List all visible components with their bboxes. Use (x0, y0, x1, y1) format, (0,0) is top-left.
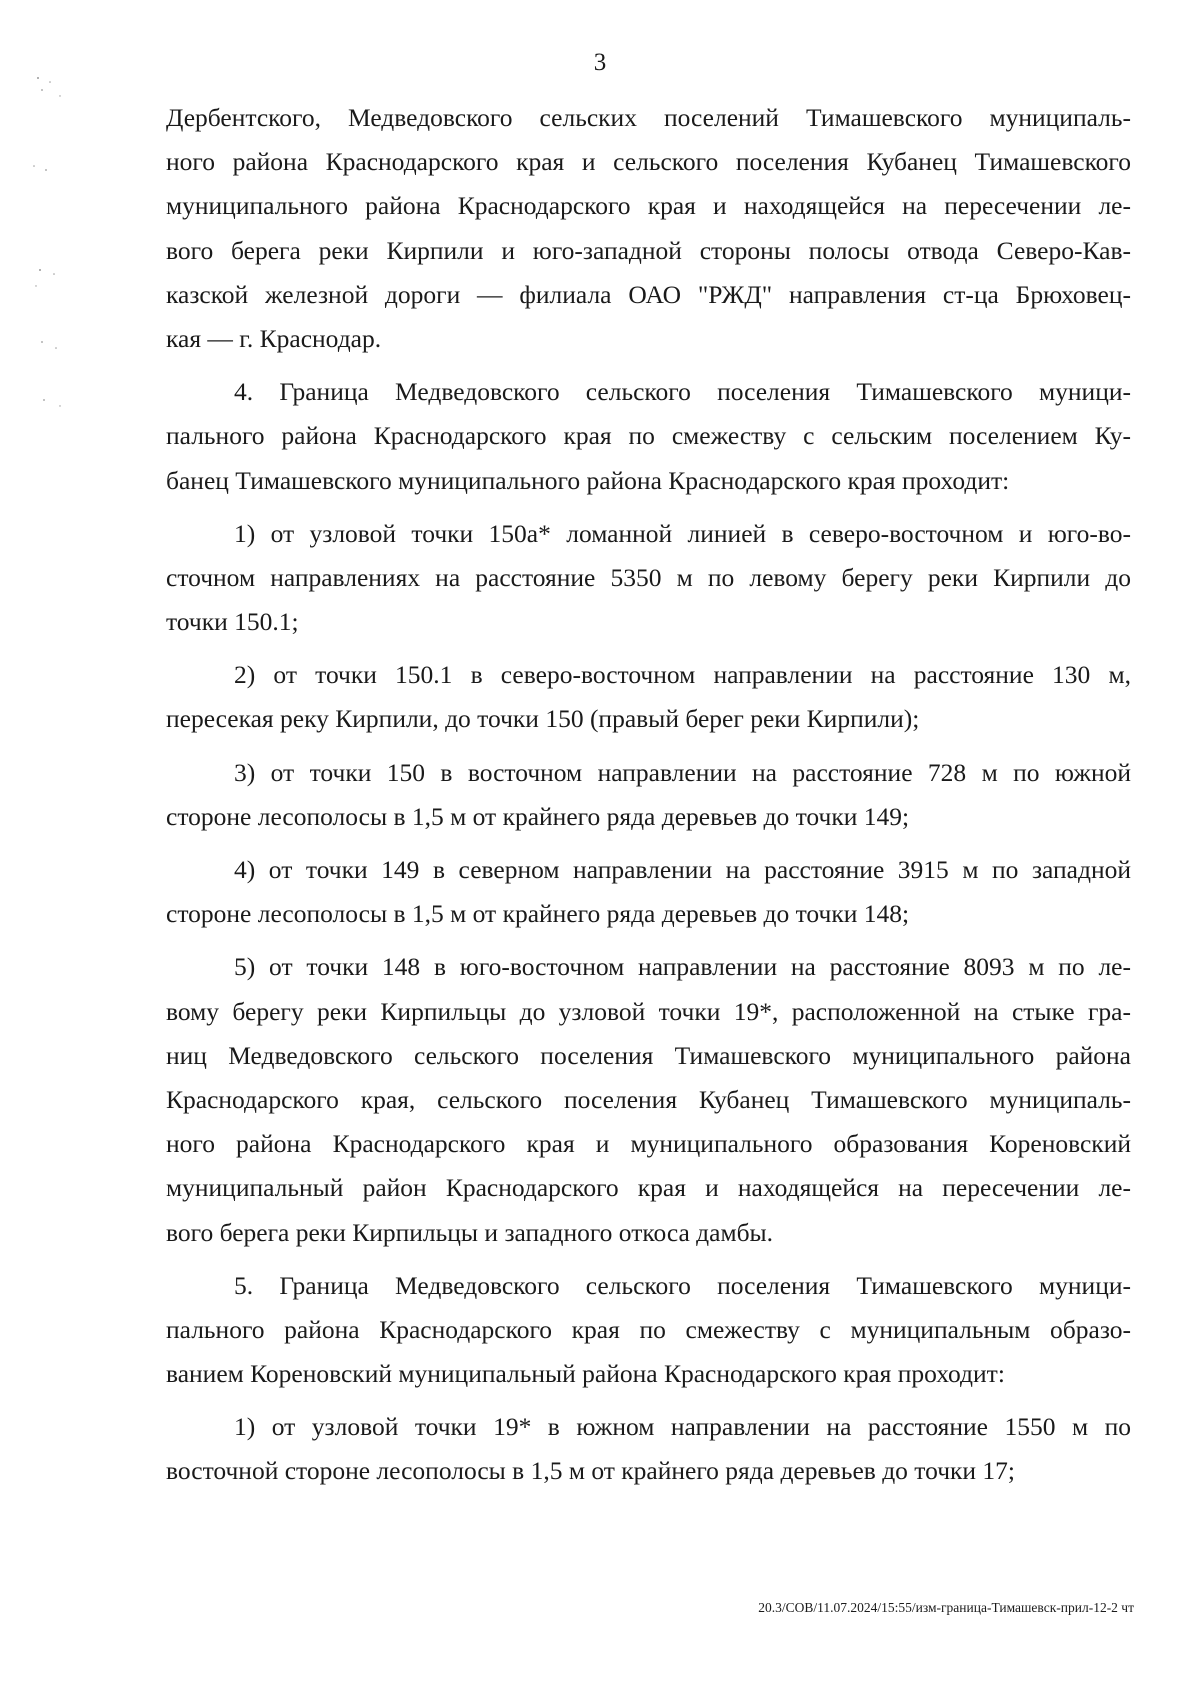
text-line: стороне лесополосы в 1,5 м от крайнего ряда деревьев до точки 149; (166, 801, 910, 831)
text-line: ного района Краснодарского края и муниципального образования Кореновский (166, 1129, 1131, 1159)
document-footer-id: 20.3/СОВ/11.07.2024/15:55/изм-граница-Тимашевск-прил-12-2 чт (758, 1600, 1134, 1615)
text-line: 2) от точки 150.1 в северо-восточном направлении на расстояние 130 м, (234, 660, 1131, 690)
text-line: вого берега реки Кирпили и юго-западной стороны полосы отвода Северо-Кав- (166, 235, 1131, 265)
paragraph-boundary-intro (166, 96, 1131, 361)
text-line: 1) от узловой точки 19* в южном направлении на расстояние 1550 м по (234, 1412, 1131, 1442)
text-line: стороне лесополосы в 1,5 м от крайнего ряда деревьев до точки 148; (166, 899, 910, 929)
paragraph-item-4-3 (166, 751, 1131, 839)
text-line: пального района Краснодарского края по смежеству с сельским поселением Ку- (166, 421, 1131, 451)
text-line: муниципальный район Краснодарского края и находящейся на пересечении ле- (166, 1173, 1131, 1203)
text-line: 5) от точки 148 в юго-восточном направлении на расстояние 8093 м по ле- (234, 952, 1131, 982)
paragraph-item-4-1 (166, 512, 1131, 645)
document-body (166, 96, 1131, 1494)
scan-noise-marks (20, 70, 70, 430)
paragraph-section-5 (166, 1264, 1131, 1397)
text-line: пересекая реку Кирпили, до точки 150 (правый берег реки Кирпили); (166, 704, 920, 734)
text-line: ванием Кореновский муниципальный района Краснодарского края проходит: (166, 1359, 1005, 1389)
text-line: сточном направлениях на расстояние 5350 м по левому берегу реки Кирпили до (166, 562, 1131, 592)
text-line: пального района Краснодарского края по смежеству с муниципальным образо- (166, 1314, 1131, 1344)
paragraph-section-4 (166, 370, 1131, 503)
text-line: Дербентского, Медведовского сельских поселений Тимашевского муниципаль- (166, 103, 1131, 132)
text-line: 4. Граница Медведовского сельского поселения Тимашевского муници- (234, 377, 1131, 407)
text-line: точки 150.1; (166, 607, 299, 637)
text-line: ниц Медведовского сельского поселения Тимашевского муниципального района (166, 1040, 1131, 1070)
text-line: Краснодарского края, сельского поселения Кубанец Тимашевского муниципаль- (166, 1084, 1131, 1114)
text-line: 5. Граница Медведовского сельского поселения Тимашевского муници- (234, 1270, 1131, 1300)
text-line: ного района Краснодарского края и сельского поселения Кубанец Тимашевского (166, 147, 1131, 177)
paragraph-item-5-1 (166, 1405, 1131, 1493)
text-line: вому берегу реки Кирпильцы до узловой точки 19*, расположенной на стыке гра- (166, 996, 1131, 1026)
text-line: муниципального района Краснодарского края и находящейся на пересечении ле- (166, 191, 1131, 221)
text-line: восточной стороне лесополосы в 1,5 м от крайнего ряда деревьев до точки 17; (166, 1456, 1016, 1486)
paragraph-item-4-4 (166, 848, 1131, 936)
paragraph-item-4-5 (166, 945, 1131, 1254)
text-line: 3) от точки 150 в восточном направлении на расстояние 728 м по южной (234, 757, 1131, 787)
page-number: 3 (593, 49, 607, 76)
paragraph-item-4-2 (166, 653, 1131, 741)
text-line: 4) от точки 149 в северном направлении на расстояние 3915 м по западной (234, 855, 1131, 884)
text-line: банец Тимашевского муниципального района Краснодарского края проходит: (166, 465, 1010, 495)
text-line: 1) от узловой точки 150а* ломанной линией в северо-восточном и юго-во- (234, 518, 1131, 548)
text-line: кая — г. Краснодар. (166, 323, 382, 353)
text-line: вого берега реки Кирпильцы и западного откоса дамбы. (166, 1217, 774, 1247)
text-line: казской железной дороги — филиала ОАО "РЖД" направления ст-ца Брюховец- (166, 279, 1131, 309)
